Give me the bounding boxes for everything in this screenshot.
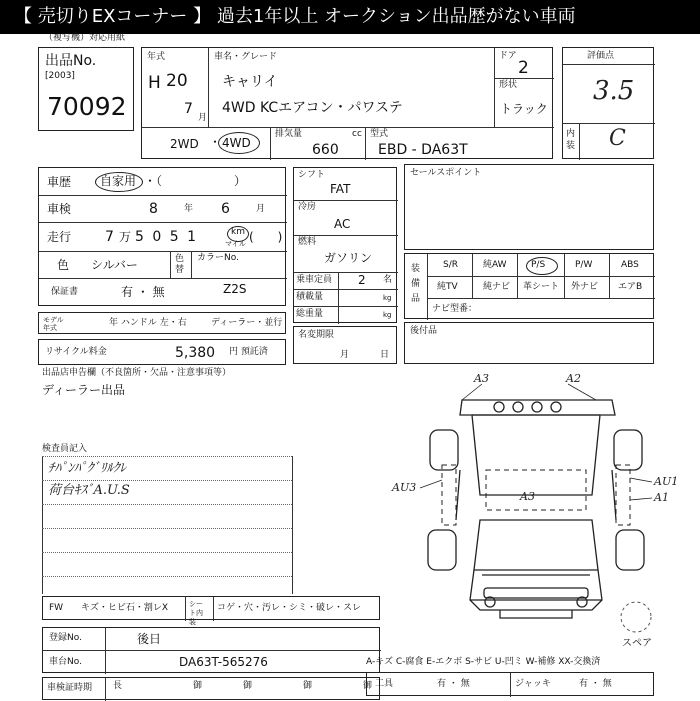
inspection-year-unit: 年	[184, 204, 194, 214]
mark-a3-top: A3	[474, 372, 489, 385]
equip-ext-navi: 外ナビ	[571, 282, 599, 292]
lot-year-code: [2003]	[45, 71, 75, 81]
mark-au3-left: AU3	[392, 481, 417, 494]
year-month: 7	[184, 101, 193, 117]
cert-item-3: 御	[243, 681, 253, 691]
accessories-label: 後付品	[410, 326, 438, 336]
tools-value: 有 ・ 無	[437, 679, 470, 689]
mileage-man-unit: 万	[119, 230, 132, 244]
km-unit: km	[231, 227, 245, 237]
body-value: トラック	[500, 102, 548, 116]
vehicle-name: キャリイ	[222, 74, 278, 90]
capacity-unit: 名	[383, 275, 393, 285]
mile-unit: マイル	[225, 240, 246, 248]
capacity-label: 乗車定員	[296, 275, 333, 285]
mileage-label: 走行	[47, 230, 72, 244]
ac-label: 冷房	[298, 202, 317, 212]
mileage-man: 7	[105, 229, 114, 245]
capacity-value: 2	[358, 273, 366, 287]
grade-score: 3.5	[593, 76, 635, 106]
history-value: 自家用	[100, 174, 137, 188]
seller-notes-value: ディーラー出品	[42, 383, 126, 397]
shift-value: FAT	[330, 182, 351, 196]
model-year-label: モデル年式	[43, 316, 64, 332]
warranty-value: 有 ・ 無	[121, 285, 165, 299]
equip-airbag: エアB	[618, 282, 643, 292]
cert-row	[42, 677, 380, 700]
fw-text: キズ・ヒビ石・割レX	[81, 603, 168, 613]
lot-label: 出品No.	[45, 53, 97, 69]
shift-label: シフト	[298, 170, 326, 180]
inspector-note-2: 荷台ｷｽﾞA.U.S	[48, 483, 130, 498]
history-rest: ・（ ）	[144, 174, 247, 188]
inspection-month-unit: 月	[256, 204, 266, 214]
grade-label: 評価点	[587, 51, 615, 61]
interior-grade: C	[609, 126, 626, 151]
sales-point-label: セールスポイント	[410, 168, 482, 178]
name-change-box	[293, 326, 397, 364]
mark-a3-center: A3	[520, 490, 535, 503]
drive-4wd: 4WD	[222, 136, 251, 150]
mileage-rest: 5 0 5 1	[135, 229, 198, 245]
doors-label: ドア	[499, 51, 517, 61]
mileage-paren: ( )	[249, 230, 283, 244]
equipment-box	[404, 253, 654, 319]
inspection-label: 車検	[47, 202, 72, 216]
tools-label: 工具	[375, 679, 394, 689]
model-value: EBD - DA63T	[378, 142, 468, 158]
model-label: 型式	[370, 129, 389, 139]
equip-tv: 純TV	[437, 282, 458, 292]
lot-number: 70092	[47, 92, 127, 121]
cert-item-1: 長	[113, 681, 123, 691]
header-title: 【 売切りEXコーナー 】 過去1年以上 オークション出品歴がない車両	[0, 0, 700, 34]
top-note: （複写機）対応用紙	[44, 33, 126, 43]
fuel-label: 燃料	[298, 237, 317, 247]
model-year-mid: 年 ハンドル 左・右	[109, 318, 187, 328]
color-label: 色	[57, 258, 70, 272]
vehicle-box	[141, 47, 553, 159]
body-label: 形状	[499, 80, 518, 90]
chassis-label: 車台No.	[49, 657, 82, 667]
color-no-label: カラーNo.	[197, 253, 239, 263]
legend: A-キズ C-腐食 E-エクボ S-サビ U-凹ミ W-補修 XX-交換済	[366, 657, 601, 667]
recycle-value: 5,380	[175, 345, 216, 361]
specs-box	[293, 167, 397, 323]
seat-label: シート内装	[189, 600, 203, 626]
inspection-month: 6	[221, 201, 230, 217]
cc-unit: cc	[352, 129, 362, 139]
model-year-row	[38, 312, 286, 334]
defects-row	[42, 596, 380, 626]
grade-box	[562, 47, 654, 159]
load-label: 積載量	[296, 292, 324, 302]
jack-label: ジャッキ	[515, 679, 551, 689]
drive-sep: ・	[209, 135, 222, 149]
cert-item-2: 御	[193, 681, 203, 691]
registration-box	[42, 627, 380, 673]
name-label: 車名・グレード	[214, 52, 278, 62]
tools-row	[366, 672, 654, 696]
vehicle-grade: 4WD KCエアコン・パワステ	[222, 100, 403, 116]
history-label: 車歴	[47, 175, 72, 189]
chassis-value: DA63T-565276	[179, 655, 268, 669]
interior-label: 内装	[566, 129, 576, 151]
equip-seat: 革シート	[523, 282, 560, 292]
cert-item-5: 御	[363, 681, 373, 691]
weight-label: 総重量	[296, 309, 324, 319]
weight-unit: kg	[383, 311, 392, 319]
load-unit: kg	[383, 294, 392, 302]
inspection-year: 8	[149, 201, 158, 217]
equipment-label: 装備品	[411, 264, 421, 304]
name-change-label: 名変期限	[298, 330, 335, 340]
drive-2wd: 2WD	[170, 137, 199, 151]
seat-text: コゲ・穴・汚レ・シミ・破レ・スレ	[217, 603, 362, 613]
sales-point-box	[404, 164, 654, 250]
year-label: 年式	[147, 52, 166, 62]
fuel-value: ガソリン	[324, 251, 373, 265]
color-change-label: 色替	[175, 254, 185, 275]
equip-abs: ABS	[621, 260, 639, 270]
name-change-day: 日	[380, 350, 390, 360]
doors-value: 2	[518, 58, 529, 78]
equip-sr: S/R	[443, 260, 458, 270]
recycle-row	[38, 339, 286, 365]
displacement-label: 排気量	[275, 129, 303, 139]
equip-navi: 純ナビ	[483, 282, 511, 292]
equip-ps: P/S	[531, 260, 546, 270]
recycle-unit: 円 預託済	[229, 347, 268, 357]
model-year-end: ディーラー・並行	[211, 318, 283, 328]
jack-value: 有 ・ 無	[579, 679, 612, 689]
year-month-unit: 月	[198, 113, 208, 123]
history-box	[38, 167, 286, 306]
name-change-month: 月	[340, 350, 350, 360]
accessories-box	[404, 322, 654, 364]
lot-box	[38, 47, 134, 131]
recycle-label: リサイクル料金	[45, 347, 107, 357]
warranty-label: 保証書	[51, 287, 79, 297]
mark-au1-right: AU1	[654, 475, 679, 488]
year-value: 20	[166, 71, 188, 91]
mark-a2-top: A2	[566, 372, 581, 385]
inspector-label: 検査員記入	[42, 444, 88, 454]
displacement-value: 660	[312, 142, 339, 158]
cert-item-4: 御	[303, 681, 313, 691]
registration-label: 登録No.	[49, 633, 82, 643]
equip-aw: 純AW	[483, 260, 507, 270]
equip-pw: P/W	[575, 260, 593, 270]
color-no-value: Z2S	[223, 282, 247, 296]
inspector-note-1: ﾁﾊﾟﾝﾊﾟｸﾞﾘﾙｸﾚ	[48, 461, 126, 476]
registration-value: 後日	[137, 632, 162, 646]
year-era: H	[148, 73, 161, 93]
spare-label: スペア	[622, 638, 652, 649]
navi-model-label: ナビ型番：	[432, 304, 478, 314]
mark-a1-right: A1	[654, 491, 669, 504]
cert-label: 車検証時期	[47, 683, 93, 693]
seller-notes-label: 出品店申告欄（不良箇所・欠品・注意事項等）	[42, 368, 232, 378]
fw-label: FW	[49, 603, 64, 613]
vehicle-diagram	[392, 370, 680, 650]
color-value: シルバー	[91, 258, 138, 272]
ac-value: AC	[334, 217, 351, 231]
